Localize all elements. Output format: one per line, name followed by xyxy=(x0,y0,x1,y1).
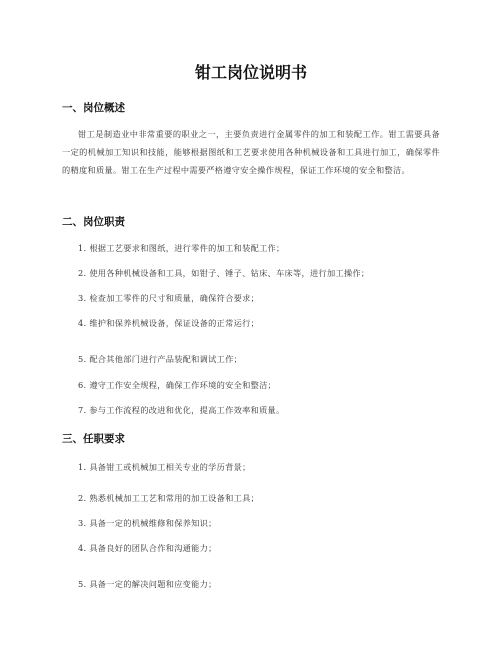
requirement-item: 3. 具备一定的机械维修和保养知识； xyxy=(78,518,217,528)
overview-paragraph: 钳工是制造业中非常重要的职业之一，主要负责进行金属零件的加工和装配工作。钳工需要具备一定的机械加工知识和技能，能够根据图纸和工艺要求使用各种机械设备和工具进行加工，确保零件的精度和质量。钳工在生产过程中需要严格遵守安全操作规程，保证工作环境的安全和整洁。 xyxy=(62,129,440,175)
duty-item: 5. 配合其他部门进行产品装配和调试工作； xyxy=(78,354,243,364)
duty-item: 2. 使用各种机械设备和工具，如钳子、锤子、钻床、车床等，进行加工操作； xyxy=(78,268,370,278)
duty-item: 4. 维护和保养机械设备，保证设备的正常运行； xyxy=(78,318,260,328)
requirement-item: 2. 熟悉机械加工工艺和常用的加工设备和工具； xyxy=(78,493,260,503)
section-heading-requirements: 三、任职要求 xyxy=(62,433,125,445)
requirement-item: 5. 具备一定的解决问题和应变能力； xyxy=(78,579,217,589)
duty-item: 7. 参与工作流程的改进和优化，提高工作效率和质量。 xyxy=(78,405,285,415)
duty-item: 6. 遵守工作安全规程，确保工作环境的安全和整洁； xyxy=(78,380,277,390)
requirement-item: 1. 具备钳工或机械加工相关专业的学历背景； xyxy=(78,462,251,472)
duty-item: 1. 根据工艺要求和图纸，进行零件的加工和装配工作； xyxy=(78,243,285,253)
section-heading-overview: 一、岗位概述 xyxy=(62,102,125,114)
requirement-item: 4. 具备良好的团队合作和沟通能力； xyxy=(78,543,217,553)
document-title: 钳工岗位说明书 xyxy=(194,63,307,82)
duty-item: 3. 检查加工零件的尺寸和质量，确保符合要求； xyxy=(78,293,260,303)
section-heading-duties: 二、岗位职责 xyxy=(62,216,125,228)
